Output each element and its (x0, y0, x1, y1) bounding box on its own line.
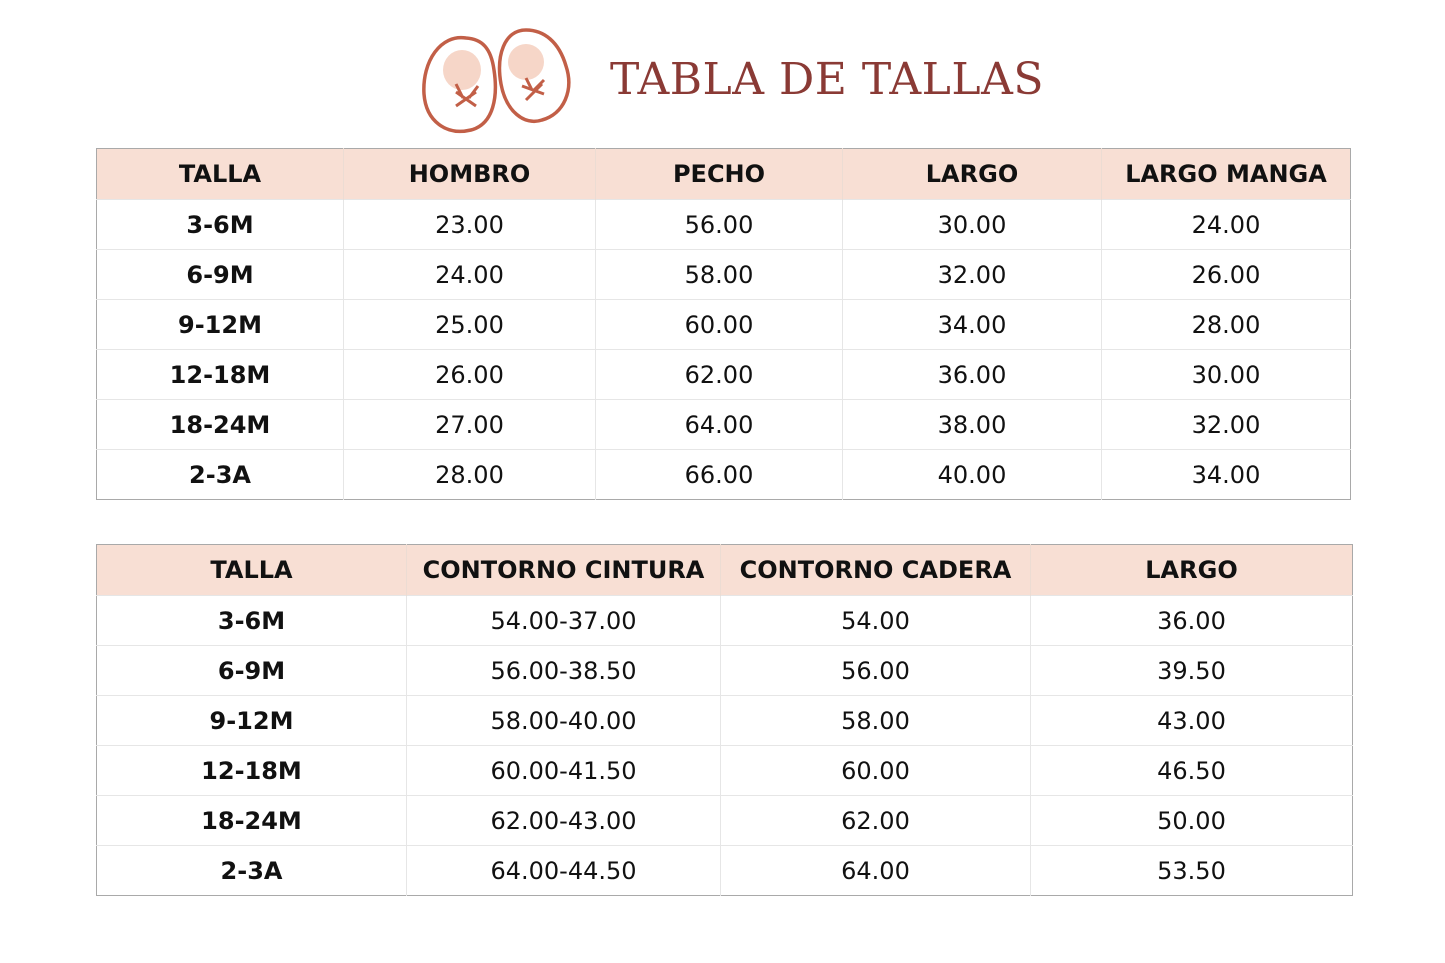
table-row (97, 846, 1353, 896)
column-header: CONTORNO CINTURA (407, 545, 721, 596)
table-cell: 32.00 (1102, 400, 1351, 450)
column-header: LARGO (1031, 545, 1353, 596)
table-cell: 62.00-43.00 (407, 796, 721, 846)
size-cell: 3-6M (97, 596, 407, 646)
column-header: HOMBRO (344, 149, 596, 200)
size-cell: 2-3A (97, 846, 407, 896)
size-cell: 6-9M (97, 646, 407, 696)
table-cell: 40.00 (843, 450, 1102, 500)
column-header: LARGO (843, 149, 1102, 200)
column-header: CONTORNO CADERA (721, 545, 1031, 596)
table-cell: 54.00-37.00 (407, 596, 721, 646)
page-header (0, 0, 1445, 145)
size-table-top (96, 148, 1351, 500)
page-title: TABLA DE TALLAS (610, 54, 1044, 105)
table-cell: 24.00 (344, 250, 596, 300)
table-cell: 27.00 (344, 400, 596, 450)
table-cell: 46.50 (1031, 746, 1353, 796)
table-cell: 64.00 (721, 846, 1031, 896)
table-cell: 39.50 (1031, 646, 1353, 696)
table-row (97, 696, 1353, 746)
table-cell: 62.00 (721, 796, 1031, 846)
table-cell: 64.00-44.50 (407, 846, 721, 896)
table-cell: 58.00 (596, 250, 843, 300)
size-cell: 12-18M (97, 350, 344, 400)
table-cell: 28.00 (1102, 300, 1351, 350)
table-row (97, 350, 1351, 400)
table-row (97, 250, 1351, 300)
table-cell: 62.00 (596, 350, 843, 400)
column-header: TALLA (97, 545, 407, 596)
table-cell: 32.00 (843, 250, 1102, 300)
table-row (97, 746, 1353, 796)
table-cell: 23.00 (344, 200, 596, 250)
size-cell: 6-9M (97, 250, 344, 300)
column-header: LARGO MANGA (1102, 149, 1351, 200)
table-cell: 25.00 (344, 300, 596, 350)
table-cell: 58.00-40.00 (407, 696, 721, 746)
table-cell: 56.00 (596, 200, 843, 250)
table-cell: 24.00 (1102, 200, 1351, 250)
size-cell: 9-12M (97, 300, 344, 350)
table-cell: 60.00 (721, 746, 1031, 796)
table-cell: 36.00 (1031, 596, 1353, 646)
table-row (97, 400, 1351, 450)
table-row (97, 300, 1351, 350)
table-row (97, 450, 1351, 500)
size-cell: 3-6M (97, 200, 344, 250)
table-cell: 36.00 (843, 350, 1102, 400)
table-cell: 60.00-41.50 (407, 746, 721, 796)
table-cell: 28.00 (344, 450, 596, 500)
table-cell: 26.00 (344, 350, 596, 400)
size-cell: 2-3A (97, 450, 344, 500)
table-cell: 64.00 (596, 400, 843, 450)
table-cell: 50.00 (1031, 796, 1353, 846)
table-cell: 30.00 (843, 200, 1102, 250)
table-row (97, 200, 1351, 250)
table-cell: 60.00 (596, 300, 843, 350)
table-cell: 26.00 (1102, 250, 1351, 300)
table-cell: 30.00 (1102, 350, 1351, 400)
table-cell: 38.00 (843, 400, 1102, 450)
table-cell: 58.00 (721, 696, 1031, 746)
size-cell: 12-18M (97, 746, 407, 796)
table-cell: 53.50 (1031, 846, 1353, 896)
table-cell: 34.00 (1102, 450, 1351, 500)
table-header-row (97, 545, 1353, 596)
table-cell: 34.00 (843, 300, 1102, 350)
size-cell: 18-24M (97, 796, 407, 846)
size-table-bottom (96, 544, 1353, 896)
table-cell: 54.00 (721, 596, 1031, 646)
size-cell: 18-24M (97, 400, 344, 450)
table-row (97, 596, 1353, 646)
size-cell: 9-12M (97, 696, 407, 746)
column-header: PECHO (596, 149, 843, 200)
table-cell: 56.00 (721, 646, 1031, 696)
table-cell: 43.00 (1031, 696, 1353, 746)
table-cell: 66.00 (596, 450, 843, 500)
table-header-row (97, 149, 1351, 200)
table-cell: 56.00-38.50 (407, 646, 721, 696)
column-header: TALLA (97, 149, 344, 200)
table-row (97, 796, 1353, 846)
table-row (97, 646, 1353, 696)
baby-shoes-icon (416, 26, 576, 138)
